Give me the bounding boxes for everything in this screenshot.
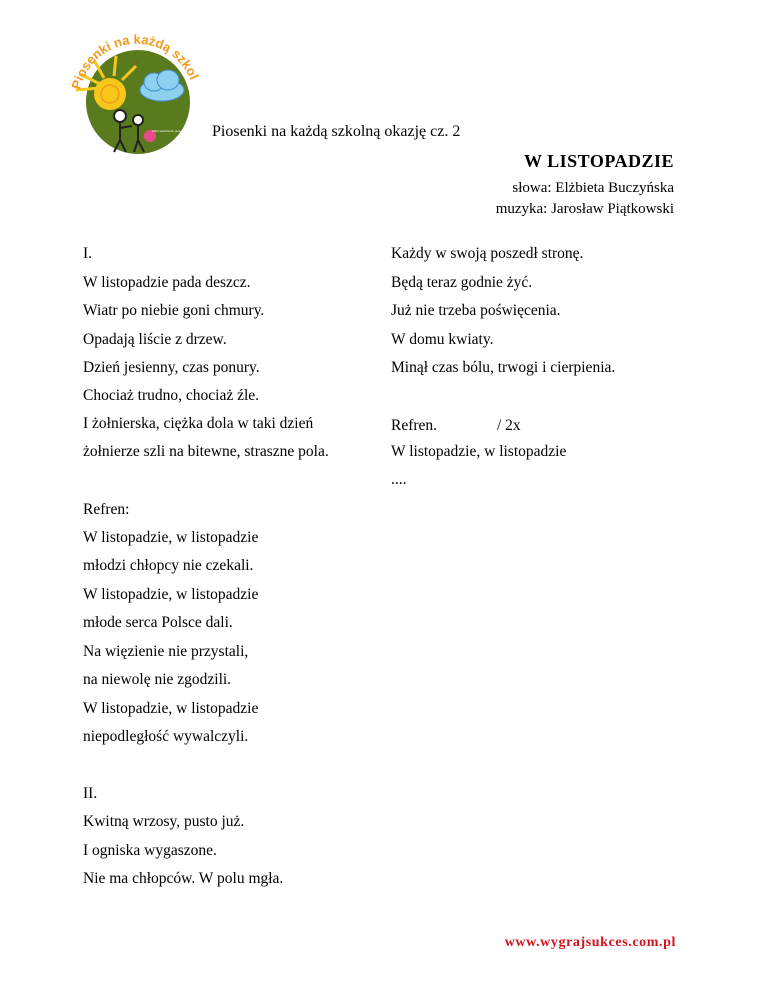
lyric-line: Już nie trzeba poświęcenia. <box>391 302 561 319</box>
lyric-line: na niewolę nie zgodzili. <box>83 671 232 688</box>
lyric-line: Będą teraz godnie żyć. <box>391 274 533 291</box>
lyric-line: Opadają liście z drzew. <box>83 331 227 348</box>
logo-text: Piosenki na każdą szkol <box>68 31 202 91</box>
lyric-line: W listopadzie, w listopadzie <box>391 443 567 460</box>
lyric-line: Każdy w swoją poszedł stronę. <box>391 245 584 262</box>
refrain-heading: Refren: <box>83 501 130 518</box>
music-credit: muzyka: Jarosław Piątkowski <box>495 201 674 217</box>
lyric-line: Kwitną wrzosy, pusto już. <box>83 813 245 830</box>
lyric-line: młodzi chłopcy nie czekali. <box>83 557 254 574</box>
lyric-line: W listopadzie, w listopadzie <box>83 586 259 603</box>
lyric-line: niepodległość wywalczyli. <box>83 728 249 745</box>
lyric-line: W domu kwiaty. <box>391 331 494 348</box>
logo <box>66 28 206 158</box>
lyric-line: Nie ma chłopców. W polu mgła. <box>83 870 284 887</box>
ellipsis: .... <box>391 471 407 488</box>
lyric-line: Minął czas bólu, trwogi i cierpienia. <box>391 359 616 376</box>
lyric-line: W listopadzie, w listopadzie <box>83 700 259 717</box>
lyric-line: żołnierze szli na bitewne, straszne pola. <box>83 443 329 460</box>
lyric-line: Na więzienie nie przystali, <box>83 643 249 660</box>
lyric-line: I ogniska wygaszone. <box>83 842 217 859</box>
logo-graphic <box>66 28 206 158</box>
lyric-line: Chociaż trudno, chociaż źle. <box>83 387 260 404</box>
lyric-line: młode serca Polsce dali. <box>83 614 233 631</box>
lyric-line: W listopadzie, w listopadzie <box>83 529 259 546</box>
refrain-heading: Refren. <box>391 417 438 434</box>
refrain-repeat: / 2x <box>497 417 521 434</box>
lyric-line: Wiatr po niebie goni chmury. <box>83 302 265 319</box>
series-title: Piosenki na każdą szkolną okazję cz. 2 <box>212 123 461 140</box>
lyrics-credit: słowa: Elżbieta Buczyńska <box>512 180 674 196</box>
lyric-line: W listopadzie pada deszcz. <box>83 274 251 291</box>
verse-number: II. <box>83 785 98 802</box>
logo-small-text: Zbiór tekstów do piosenek okolicznościo <box>152 129 206 133</box>
lyric-line: Dzień jesienny, czas ponury. <box>83 359 260 376</box>
svg-text:•: • <box>136 60 138 66</box>
song-title: W LISTOPADZIE <box>523 151 674 171</box>
footer-url: www.wygrajsukces.com.pl <box>504 935 676 950</box>
verse-number: I. <box>83 245 93 262</box>
lyric-line: I żołnierska, ciężka dola w taki dzień <box>83 415 314 432</box>
